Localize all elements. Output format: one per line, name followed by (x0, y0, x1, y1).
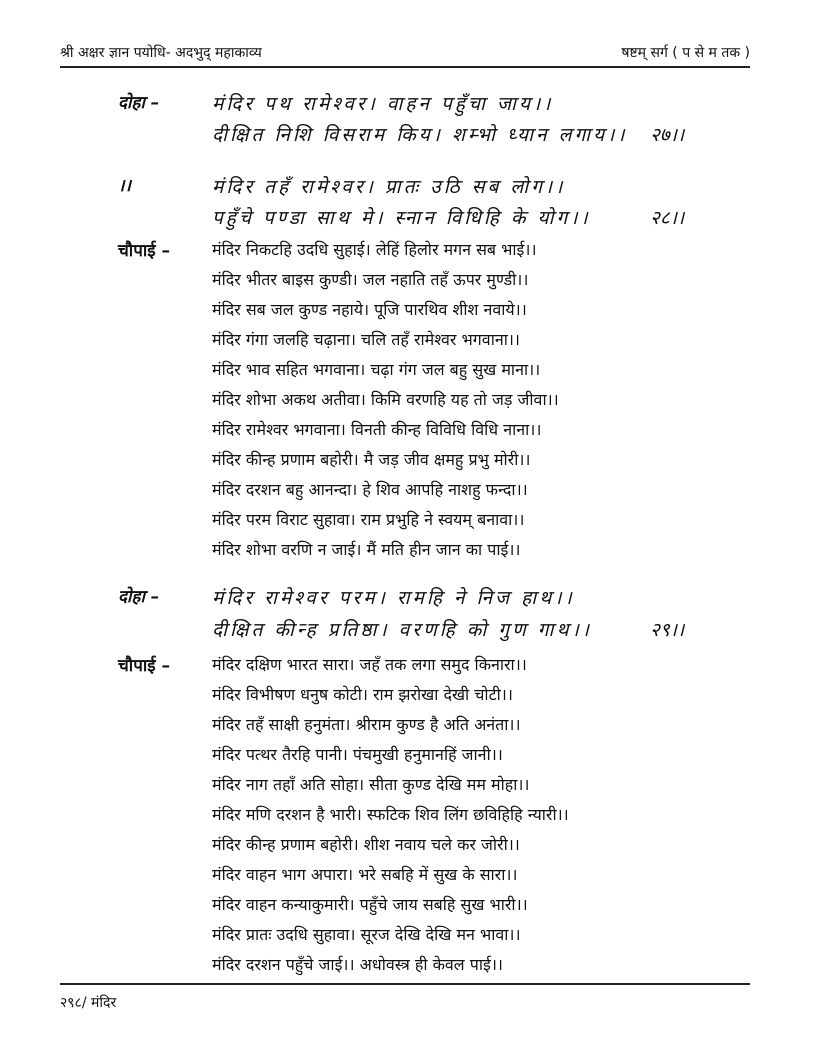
verse-line: मंदिर प्रातः उदधि सुहावा। सूरज देखि देखि मन भावा।। (212, 925, 521, 944)
verse-line: मंदिर मणि दरशन है भारी। स्फटिक शिव लिंग छविहिहि न्यारी।। (212, 805, 569, 824)
verse-line: मंदिर पत्थर तैरहि पानी। पंचमुखी हनुमानहिं जानी।। (212, 745, 503, 764)
verse-line: मंदिर वाहन कन्याकुमारी। पहुँचे जाय सबहि सुख भारी।। (212, 895, 528, 914)
verse-line: मंदिर वाहन भाग अपारा। भरे सबहि में सुख के सारा।। (212, 865, 518, 884)
page-footer (60, 983, 750, 1012)
book-title: श्री अक्षर ज्ञान पयोधि- अदभुद् महाकाव्य (60, 44, 262, 61)
verse-line: मंदिर भाव सहित भगवाना। चढ़ा गंग जल बहु सुख माना।। (212, 360, 541, 379)
verse-line: मंदिर रामेश्वर भगवाना। विनती कीन्ह विविधि विधि नाना।। (212, 420, 542, 439)
verse-number: २७।। (650, 124, 685, 146)
verse-line: मंदिर विभीषण धनुष कोटी। राम झरोखा देखी चोटी।। (212, 685, 513, 704)
verse-line: मंदिर शोभा वरणि न जाई। मैं मति हीन जान का पाई।। (212, 540, 521, 559)
verse-line: मंदिर भीतर बाइस कुण्डी। जल नहाति तहँ ऊपर मुण्डी।। (212, 270, 529, 289)
verse-line: मंदिर तहँ साक्षी हनुमंता। श्रीराम कुण्ड है अति अनंता।। (212, 715, 521, 734)
verse-line: मंदिर परम विराट सुहावा। राम प्रभुहि ने स्वयम् बनावा।। (212, 510, 525, 529)
verse-label: दोहा – (118, 587, 160, 607)
verse-line: मंदिर दक्षिण भारत सारा। जहँ तक लगा समुद किनारा।। (212, 655, 527, 674)
verse-line: मंदिर दरशन पहुँचे जाई।। अधोवस्त्र ही केवल पाई।। (212, 955, 503, 974)
verse-line: मंदिर नाग तहाँ अति सोहा। सीता कुण्ड देखि मम मोहा।। (212, 775, 530, 794)
verse-label: ।। (118, 176, 131, 196)
verse-line: मंदिर सब जल कुण्ड नहाये। पूजि पारथिव शीश नवाये।। (212, 300, 527, 319)
verse-line: मंदिर शोभा अकथ अतीवा। किमि वरणहि यह तो जड़ जीवा।। (212, 390, 559, 409)
verse-number: २९।। (650, 619, 685, 641)
chapter-title: षष्टम् सर्ग ( प से म तक ) (621, 44, 750, 61)
verse-line: मंदिर गंगा जलहि चढ़ाना। चलि तहँ रामेश्वर भगवाना।। (212, 330, 520, 349)
verse-number: २८।। (650, 207, 685, 229)
verse-line: मंदिर कीन्ह प्रणाम बहोरी। शीश नवाय चले कर जोरी।। (212, 835, 520, 854)
verse-line: मंदिर रामेश्वर परम। रामहि ने निज हाथ।। (212, 587, 575, 609)
verse-line: मंदिर निकटहि उदधि सुहाई। लेहिं हिलोर मगन सब भाई।। (212, 240, 537, 259)
verse-label: चौपाई – (118, 656, 171, 676)
page-number: २९८/ मंदिर (60, 995, 117, 1011)
verse-line: दीक्षित निशि विसराम किय। शम्भो ध्यान लगाय।। (212, 124, 628, 146)
verse-line: मंदिर कीन्ह प्रणाम बहोरी। मै जड़ जीव क्षमहु प्रभु मोरी।। (212, 450, 531, 469)
verse-line: मंदिर पथ रामेश्वर। वाहन पहुँचा जाय।। (212, 93, 554, 115)
verse-line: दीक्षित कीन्ह प्रतिष्ठा। वरणहि को गुण गाथ।। (212, 619, 592, 641)
verse-line: पहुँचे पण्डा साथ मे। स्नान विधिहि के योग।। (212, 207, 591, 229)
verse-line: मंदिर दरशन बहु आनन्दा। हे शिव आपहि नाशहु फन्दा।। (212, 480, 528, 499)
verse-label: दोहा – (118, 93, 160, 113)
page-header (60, 38, 750, 68)
verse-label: चौपाई – (118, 241, 171, 261)
verse-line: मंदिर तहँ रामेश्वर। प्रातः उठि सब लोग।। (212, 176, 566, 198)
